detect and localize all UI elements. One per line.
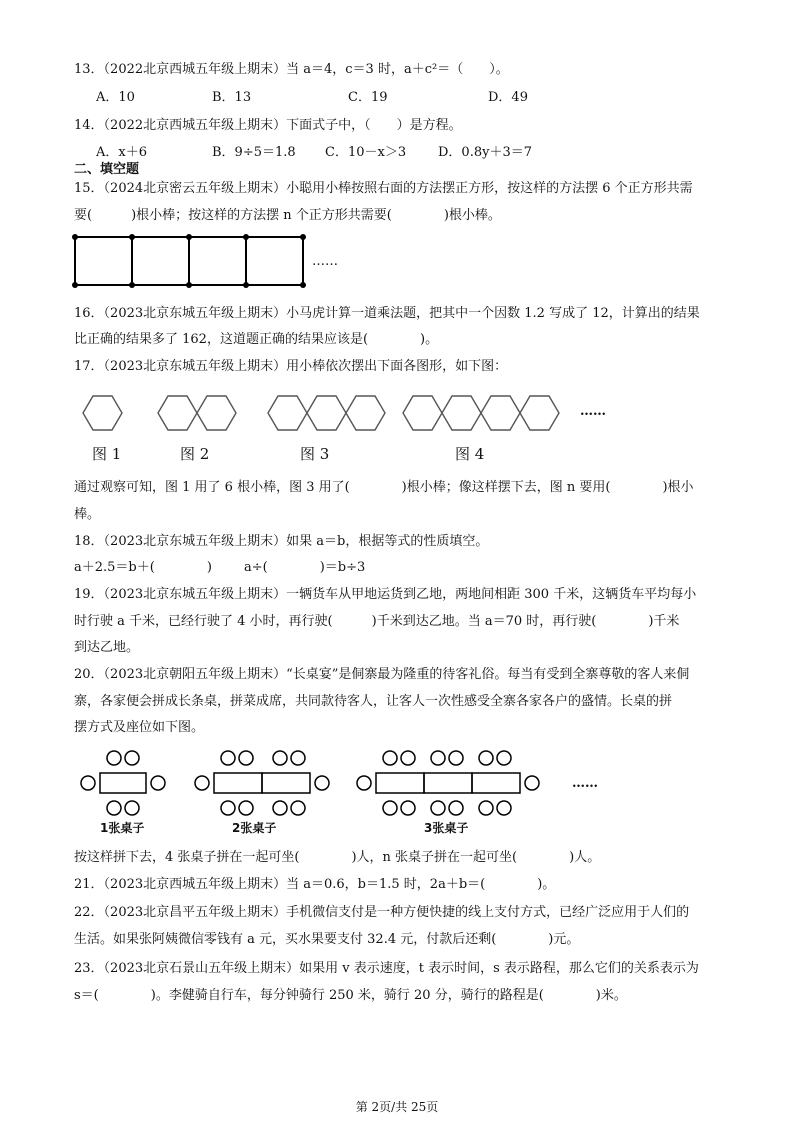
q23-line2: s＝( )。李健骑自行车，每分钟骑行 250 米，骑行 20 分，骑行的路程是( )米。 xyxy=(74,988,627,1003)
q17-fig-label-2: 图 2 xyxy=(180,445,210,463)
q13-option-b: B．13 xyxy=(212,90,252,105)
q18-line2a: a＋2.5＝b＋( ) xyxy=(74,560,212,575)
q21-line1: 21．（2023北京西城五年级上期末）当 a＝0.6，b＝1.5 时，2a＋b＝( )。 xyxy=(74,877,556,892)
q14-option-b: B．9÷5＝1.8 xyxy=(212,145,296,160)
q20-fig-label-3: 3张桌子 xyxy=(424,821,469,835)
q17-ellipsis: …… xyxy=(580,404,606,419)
q20-line1: 20．（2023北京朝阳五年级上期末）“长桌宴”是侗寨最为隆重的待客礼俗。每当有受到全寨尊敬的客人来侗 xyxy=(74,667,690,682)
q16-line1: 16．（2023北京东城五年级上期末）小马虎计算一道乘法题，把其中一个因数 1.2 写成了 12，计算出的结果 xyxy=(74,306,700,321)
long-table-figures xyxy=(70,748,550,818)
q15-line1: 15．（2024北京密云五年级上期末）小聪用小棒按照右面的方法摆正方形，按这样的方法摆 6 个正方形共需 xyxy=(74,181,693,196)
q19-line3: 到达乙地。 xyxy=(74,640,140,655)
square-sticks-figure xyxy=(70,232,310,292)
q19-line1: 19．（2023北京东城五年级上期末）一辆货车从甲地运货到乙地，两地间相距 300 千米，这辆货车平均每小 xyxy=(74,587,697,602)
q19-line2: 时行驶 a 千米，已经行驶了 4 小时，再行驶( )千米到达乙地。当 a＝70 时，再行驶( )千米 xyxy=(74,614,680,629)
q17-fig-label-3: 图 3 xyxy=(300,445,330,463)
q18-line1: 18．（2023北京东城五年级上期末）如果 a＝b，根据等式的性质填空。 xyxy=(74,534,489,549)
q16-line2: 比正确的结果多了 162，这道题正确的结果应该是( )。 xyxy=(74,332,439,347)
q20-line2: 寨，各家便会拼成长条桌，拼菜成席，共同款待客人，让客人一次性感受全寨各家各户的盛情。长桌的拼 xyxy=(74,694,673,709)
q14-option-c: C．10－x＞3 xyxy=(325,145,407,160)
q14-option-a: A．x＋6 xyxy=(96,145,147,160)
q20-fig-label-2: 2张桌子 xyxy=(232,821,277,835)
q13-option-d: D．49 xyxy=(488,90,528,105)
q13-text: 13．（2022北京西城五年级上期末）当 a＝4，c＝3 时，a＋c²＝（ ）。 xyxy=(74,62,509,77)
q15-line2: 要( )根小棒；按这样的方法摆 n 个正方形共需要( )根小棒。 xyxy=(74,208,501,223)
section-title: 二、填空题 xyxy=(74,162,140,177)
q20-ellipsis: …… xyxy=(572,776,598,791)
q15-ellipsis: …… xyxy=(312,254,338,269)
q17-line2: 通过观察可知，图 1 用了 6 根小棒，图 3 用了( )根小棒；像这样摆下去，图 n 要用( )根小 xyxy=(74,480,694,495)
q14-text: 14．（2022北京西城五年级上期末）下面式子中，（ ）是方程。 xyxy=(74,118,462,133)
q17-fig-label-4: 图 4 xyxy=(455,445,485,463)
q22-line1: 22．（2023北京昌平五年级上期末）手机微信支付是一种方便快捷的线上支付方式，已经广泛应用于人们的 xyxy=(74,905,690,920)
q17-line1: 17．（2023北京东城五年级上期末）用小棒依次摆出下面各图形，如下图： xyxy=(74,359,508,374)
q17-fig-label-1: 图 1 xyxy=(92,445,122,463)
q14-option-d: D．0.8y＋3＝7 xyxy=(438,145,532,160)
q13-option-a: A．10 xyxy=(96,90,135,105)
q18-line2b: a÷( )＝b÷3 xyxy=(244,560,366,575)
page-footer: 第 2页/共 25页 xyxy=(355,1100,439,1114)
q23-line1: 23．（2023北京石景山五年级上期末）如果用 v 表示速度，t 表示时间，s 表示路程，那么它们的关系表示为 xyxy=(74,961,699,976)
q20-fig-label-1: 1张桌子 xyxy=(100,821,145,835)
q17-line3: 棒。 xyxy=(74,507,101,522)
q20-line3: 摆方式及座位如下图。 xyxy=(74,720,205,735)
q20-line4: 按这样拼下去，4 张桌子拼在一起可坐( )人，n 张桌子拼在一起可坐( )人。 xyxy=(74,850,601,865)
q13-option-c: C．19 xyxy=(348,90,388,105)
q22-line2: 生活。如果张阿姨微信零钱有 a 元，买水果要支付 32.4 元，付款后还剩( )元。 xyxy=(74,932,580,947)
hexagon-figures xyxy=(70,388,570,444)
